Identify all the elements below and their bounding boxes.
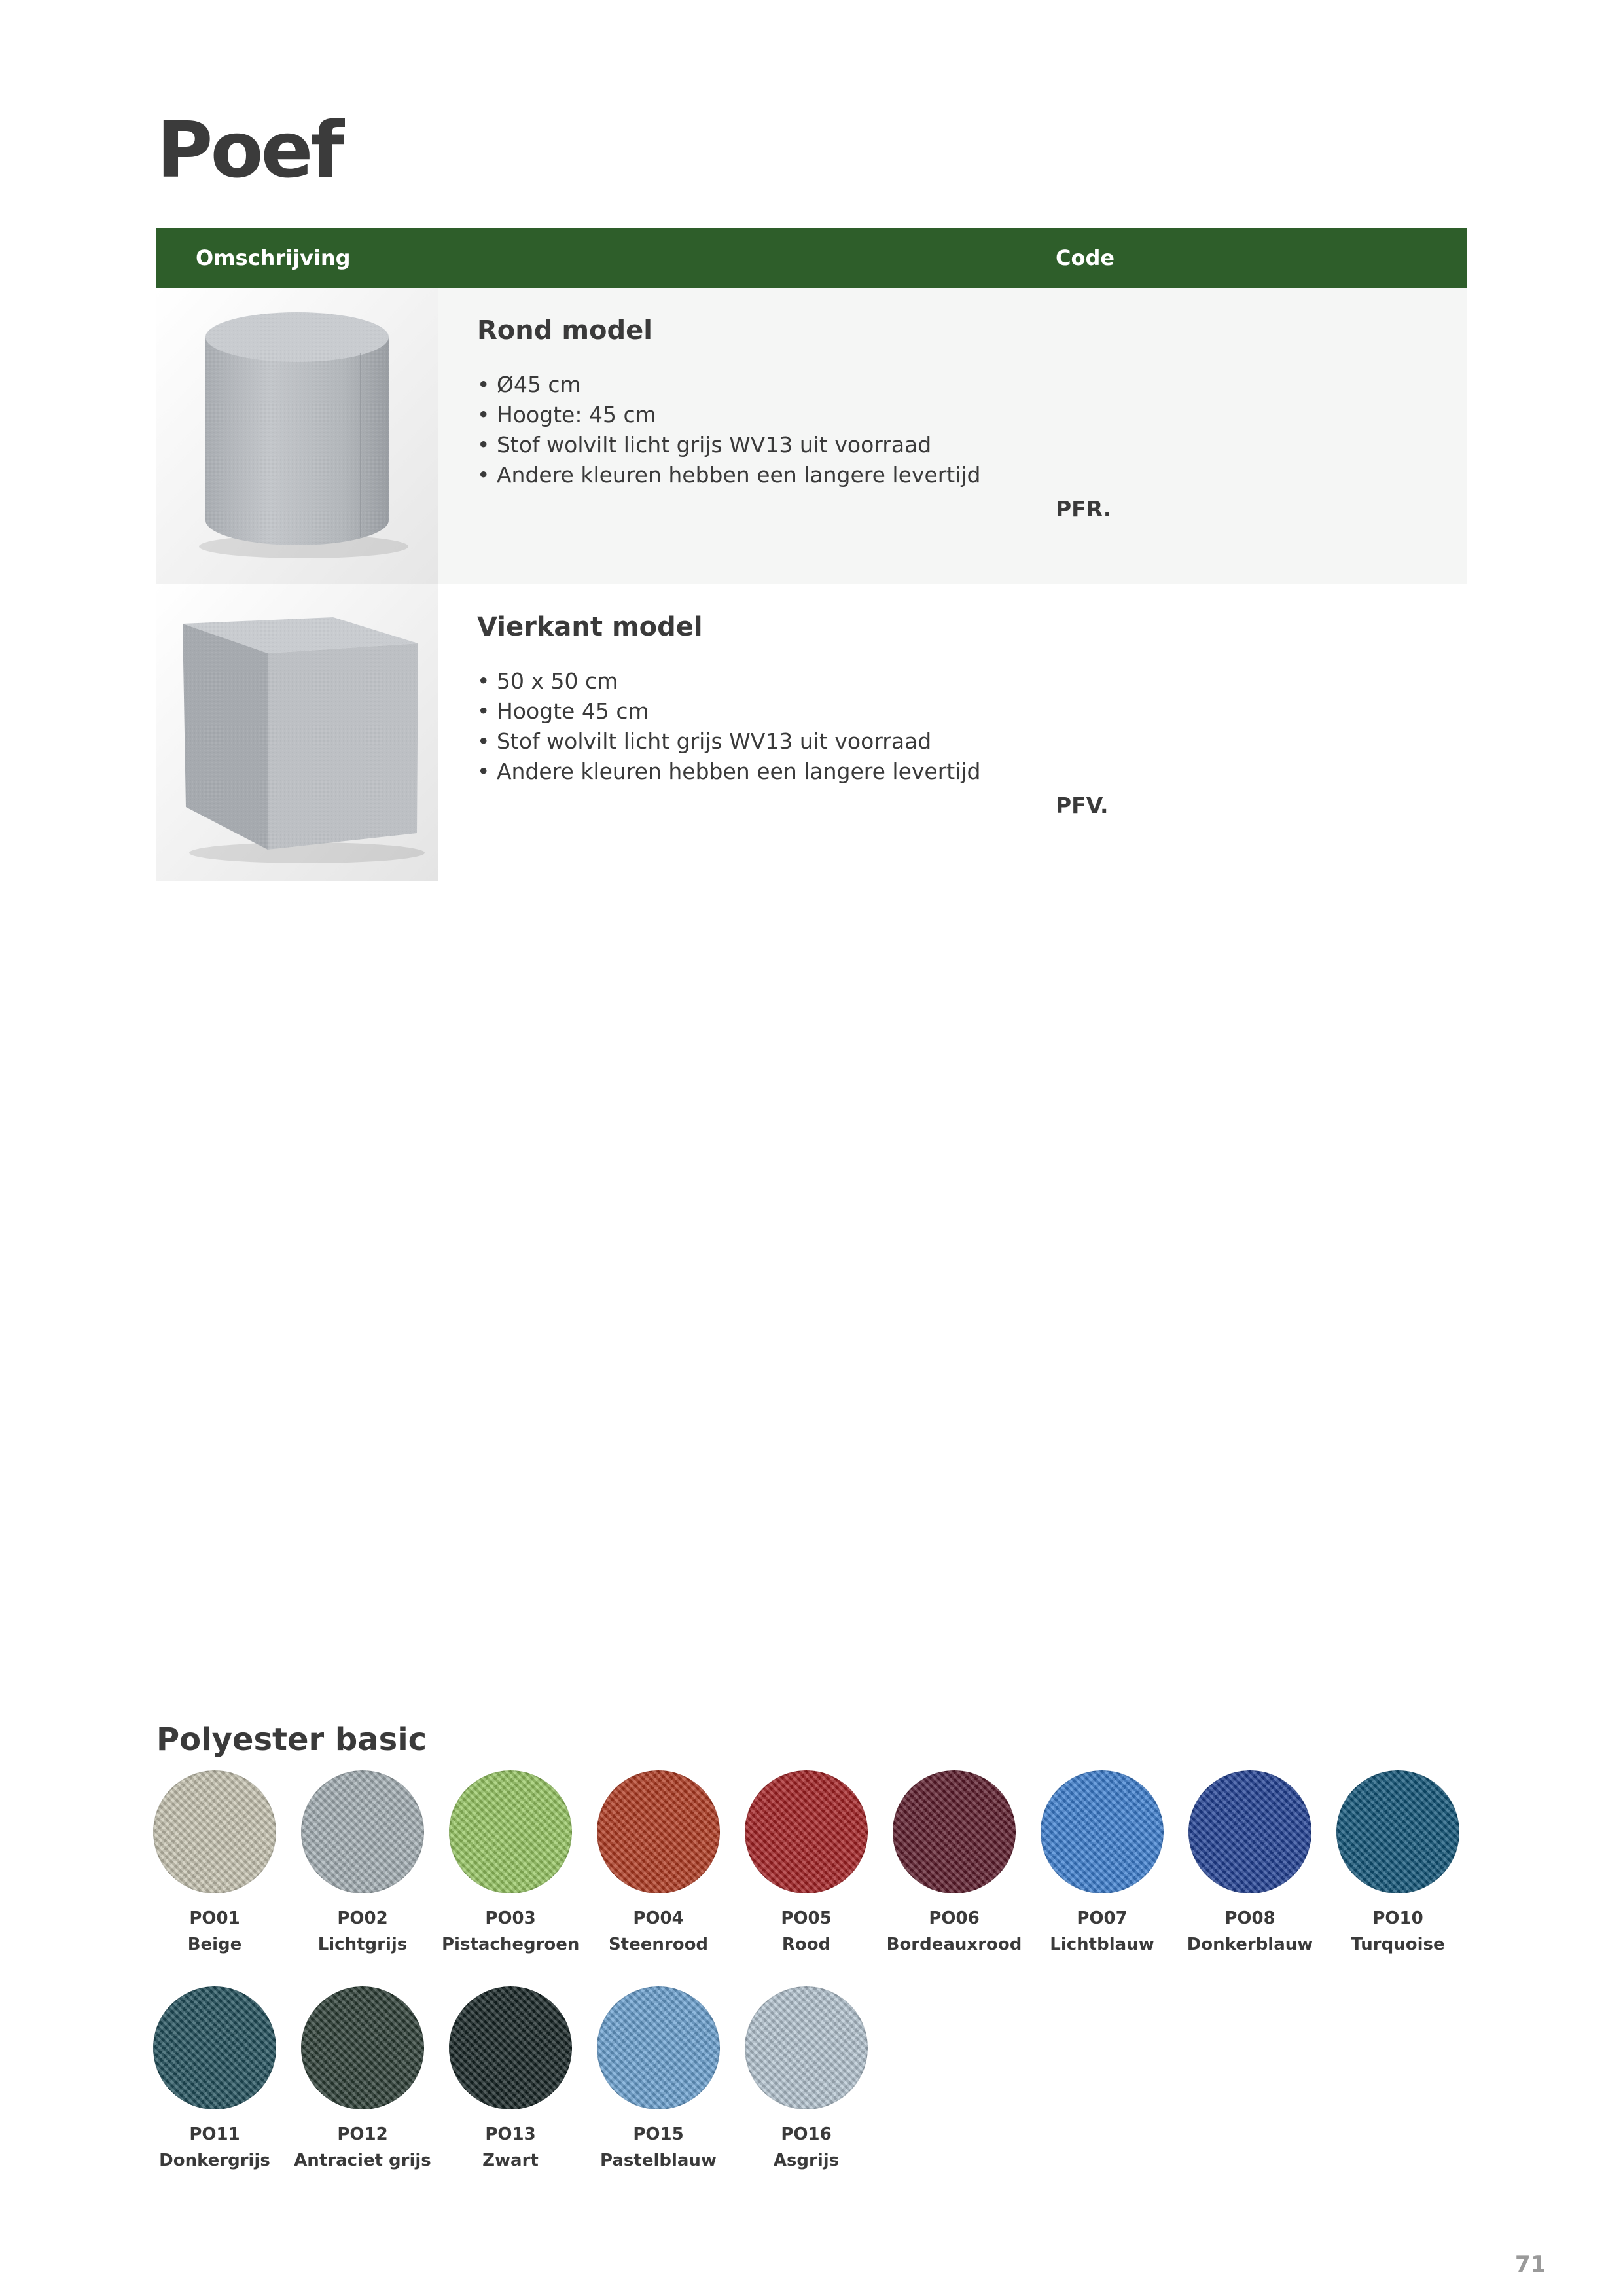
swatch-name: Lichtblauw [1050,1935,1154,1954]
swatch-code: PO06 [929,1909,980,1928]
swatch-po06 [885,1770,1023,1958]
header-description: Omschrijving [196,245,351,270]
swatch-name: Turquoise [1351,1935,1445,1954]
page-number: 71 [1515,2251,1546,2278]
feature-item: • Ø45 cm [477,370,981,400]
swatch-code: PO13 [485,2125,536,2144]
swatch-po05 [738,1770,875,1958]
swatch-po13 [442,1986,579,2174]
fabric-swatch-circle [449,1770,572,1893]
fabric-swatch-circle [153,1770,276,1893]
feature-list [477,370,981,490]
swatch-po01 [146,1770,283,1958]
square-pouf-image [156,584,438,881]
swatch-name: Beige [187,1935,242,1954]
feature-item: • Hoogte 45 cm [477,696,981,726]
fabric-swatch-circle [597,1986,720,2109]
fabric-swatch-circle [745,1986,868,2109]
fabric-swatch-circle [1188,1770,1311,1893]
header-code: Code [1056,245,1115,270]
swatch-code: PO15 [633,2125,684,2144]
swatch-code: PO02 [337,1909,388,1928]
product-code: PFR. [1056,496,1112,522]
feature-list [477,666,981,787]
product-title: Vierkant model [477,612,703,642]
swatch-po04 [590,1770,727,1958]
page-title: Poef [156,105,342,195]
fabric-swatch-circle [893,1770,1016,1893]
swatch-po03 [442,1770,579,1958]
fabric-swatch-circle [153,1986,276,2109]
swatch-name: Lichtgrijs [317,1935,408,1954]
feature-item: • 50 x 50 cm [477,666,981,696]
swatch-name: Antraciet grijs [294,2151,431,2170]
feature-item: • Stof wolvilt licht grijs WV13 uit voorraad [477,726,981,757]
product-code: PFV. [1056,793,1109,818]
round-pouf-image [156,288,438,584]
fabric-swatch-circle [301,1770,424,1893]
fabric-swatch-circle [745,1770,868,1893]
swatch-code: PO04 [633,1909,684,1928]
swatch-code: PO07 [1077,1909,1128,1928]
feature-item: • Andere kleuren hebben een langere levertijd [477,757,981,787]
swatch-name: Steenrood [608,1935,709,1954]
swatch-po10 [1329,1770,1467,1958]
swatch-name: Asgrijs [773,2151,840,2170]
swatch-po16 [738,1986,875,2174]
swatch-po07 [1033,1770,1171,1958]
swatch-name: Pistachegroen [442,1935,580,1954]
swatch-code: PO10 [1372,1909,1423,1928]
fabric-swatch-circle [1336,1770,1459,1893]
swatch-code: PO11 [189,2125,240,2144]
fabric-swatch-circle [301,1986,424,2109]
fabric-swatch-circle [449,1986,572,2109]
swatch-code: PO08 [1224,1909,1275,1928]
swatch-name: Donkerblauw [1186,1935,1313,1954]
swatch-name: Zwart [482,2151,539,2170]
swatch-name: Pastelblauw [600,2151,717,2170]
swatch-po02 [294,1770,431,1958]
table-row [156,288,1467,584]
swatch-code: PO01 [189,1909,240,1928]
feature-item: • Andere kleuren hebben een langere levertijd [477,460,981,490]
swatch-name: Bordeauxrood [886,1935,1022,1954]
table-row [156,584,1467,881]
fabric-swatch-circle [1041,1770,1164,1893]
swatch-code: PO03 [485,1909,536,1928]
swatch-code: PO16 [781,2125,832,2144]
feature-item: • Stof wolvilt licht grijs WV13 uit voorraad [477,430,981,460]
swatch-po11 [146,1986,283,2174]
swatch-po15 [590,1986,727,2174]
product-title: Rond model [477,315,652,346]
swatch-name: Rood [781,1935,831,1954]
feature-item: • Hoogte: 45 cm [477,400,981,430]
swatch-code: PO12 [337,2125,388,2144]
swatch-section-title: Polyester basic [156,1721,427,1758]
swatch-po12 [294,1986,431,2174]
swatch-code: PO05 [781,1909,832,1928]
swatch-name: Donkergrijs [159,2151,270,2170]
table-header [156,228,1467,288]
fabric-swatch-circle [597,1770,720,1893]
swatch-po08 [1181,1770,1319,1958]
